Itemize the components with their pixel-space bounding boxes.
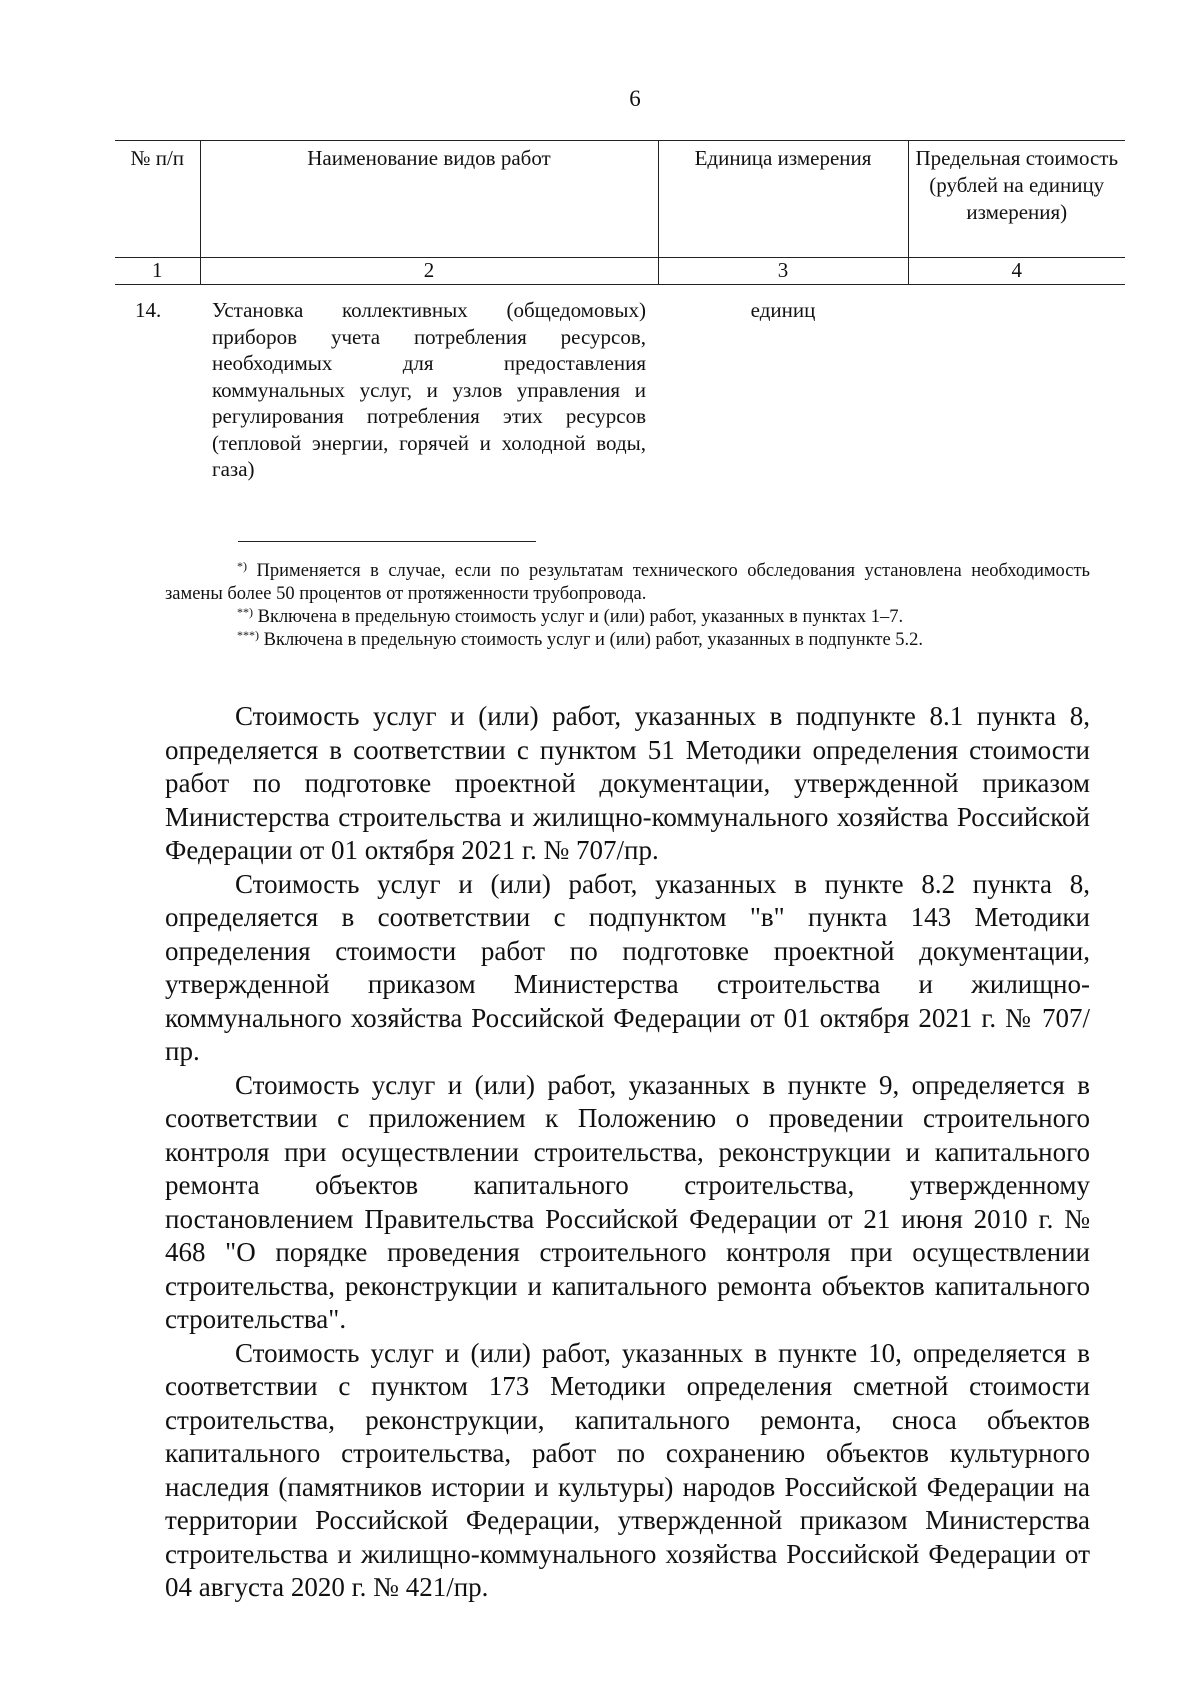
paragraph-3: Стоимость услуг и (или) работ, указанных в пункте 9, определяется в соответствии с приложением к Положению о проведении строительного контроля при осуществлении строительства, реконструкции и капитального ремонта объектов капитального строительства, утвержденному постановлением Правительства Российской Федерации от 21 июня 2010 г. № 468 "О порядке проведения строительного контроля при осуществлении строительства, реконструкции и капитального ремонта объектов капитального строительства". — [165, 1069, 1090, 1334]
table-header-row — [115, 141, 1125, 258]
footnote-text: Включена в предельную стоимость услуг и (или) работ, указанных в пунктах 1–7. — [253, 607, 904, 627]
row-unit: единиц — [750, 298, 816, 322]
row-work-name: Установка коллективных (общедомовых) приборов учета потребления ресурсов, необходимых для предоставления коммунальных услуг, и узлов управления и регулирования потребления этих ресурсов (тепловой энергии, горячей и холодной воды, газа) — [212, 298, 646, 481]
footnote-1 — [165, 560, 1090, 606]
header-work-name: Наименование видов работ — [200, 141, 658, 258]
column-number-2: 2 — [200, 258, 658, 285]
footnote-mark: ***) — [237, 628, 259, 642]
paragraph-4: Стоимость услуг и (или) работ, указанных в пункте 10, определяется в соответствии с пунктом 173 Методики определения сметной стоимости строительства, реконструкции, капитального ремонта, сноса объектов капитального строительства, работ по сохранению объектов культурного наследия (памятников истории и культуры) народов Российской Федерации на территории Российской Федерации, утвержденной приказом Министерства строительства и жилищно-коммунального хозяйства Российской Федерации от 04 августа 2020 г. № 421/пр. — [165, 1337, 1090, 1602]
footnote-text: Включена в предельную стоимость услуг и (или) работ, указанных в подпункте 5.2. — [259, 630, 924, 650]
works-table — [115, 140, 1125, 483]
table-row — [115, 285, 1125, 483]
header-max-price: Предельная стоимость (рублей на единицу измерения) — [908, 141, 1125, 258]
column-number-4: 4 — [908, 258, 1125, 285]
footnote-mark: **) — [237, 605, 253, 619]
footnote-mark: *) — [237, 559, 247, 573]
header-number: № п/п — [115, 141, 200, 258]
column-number-1: 1 — [115, 258, 200, 285]
footnote-3 — [165, 629, 1090, 652]
body-text — [165, 700, 1090, 1605]
row-number: 14. — [135, 298, 162, 322]
paragraph-2: Стоимость услуг и (или) работ, указанных в пункте 8.2 пункта 8, определяется в соответствии с подпунктом "в" пункта 143 Методики определения стоимости работ по подготовке проектной документации, утвержденной приказом Министерства строительства и жилищно-коммунального хозяйства Российской Федерации от 01 октября 2021 г. № 707/пр. — [165, 868, 1090, 1066]
footnote-divider — [238, 541, 536, 542]
footnote-2 — [165, 606, 1090, 629]
page-number: 6 — [629, 86, 641, 111]
paragraph-1: Стоимость услуг и (или) работ, указанных в подпункте 8.1 пункта 8, определяется в соответствии с пунктом 51 Методики определения стоимости работ по подготовке проектной документации, утвержденной приказом Министерства строительства и жилищно-коммунального хозяйства Российской Федерации от 01 октября 2021 г. № 707/пр. — [165, 701, 1090, 865]
footnote-text: Применяется в случае, если по результатам технического обследования установлена необходимость замены более 50 процентов от протяженности трубопровода. — [165, 561, 1090, 604]
table-column-numbers-row — [115, 258, 1125, 285]
row-price — [908, 285, 1125, 483]
footnotes — [165, 560, 1090, 652]
header-unit: Единица измерения — [658, 141, 908, 258]
column-number-3: 3 — [658, 258, 908, 285]
